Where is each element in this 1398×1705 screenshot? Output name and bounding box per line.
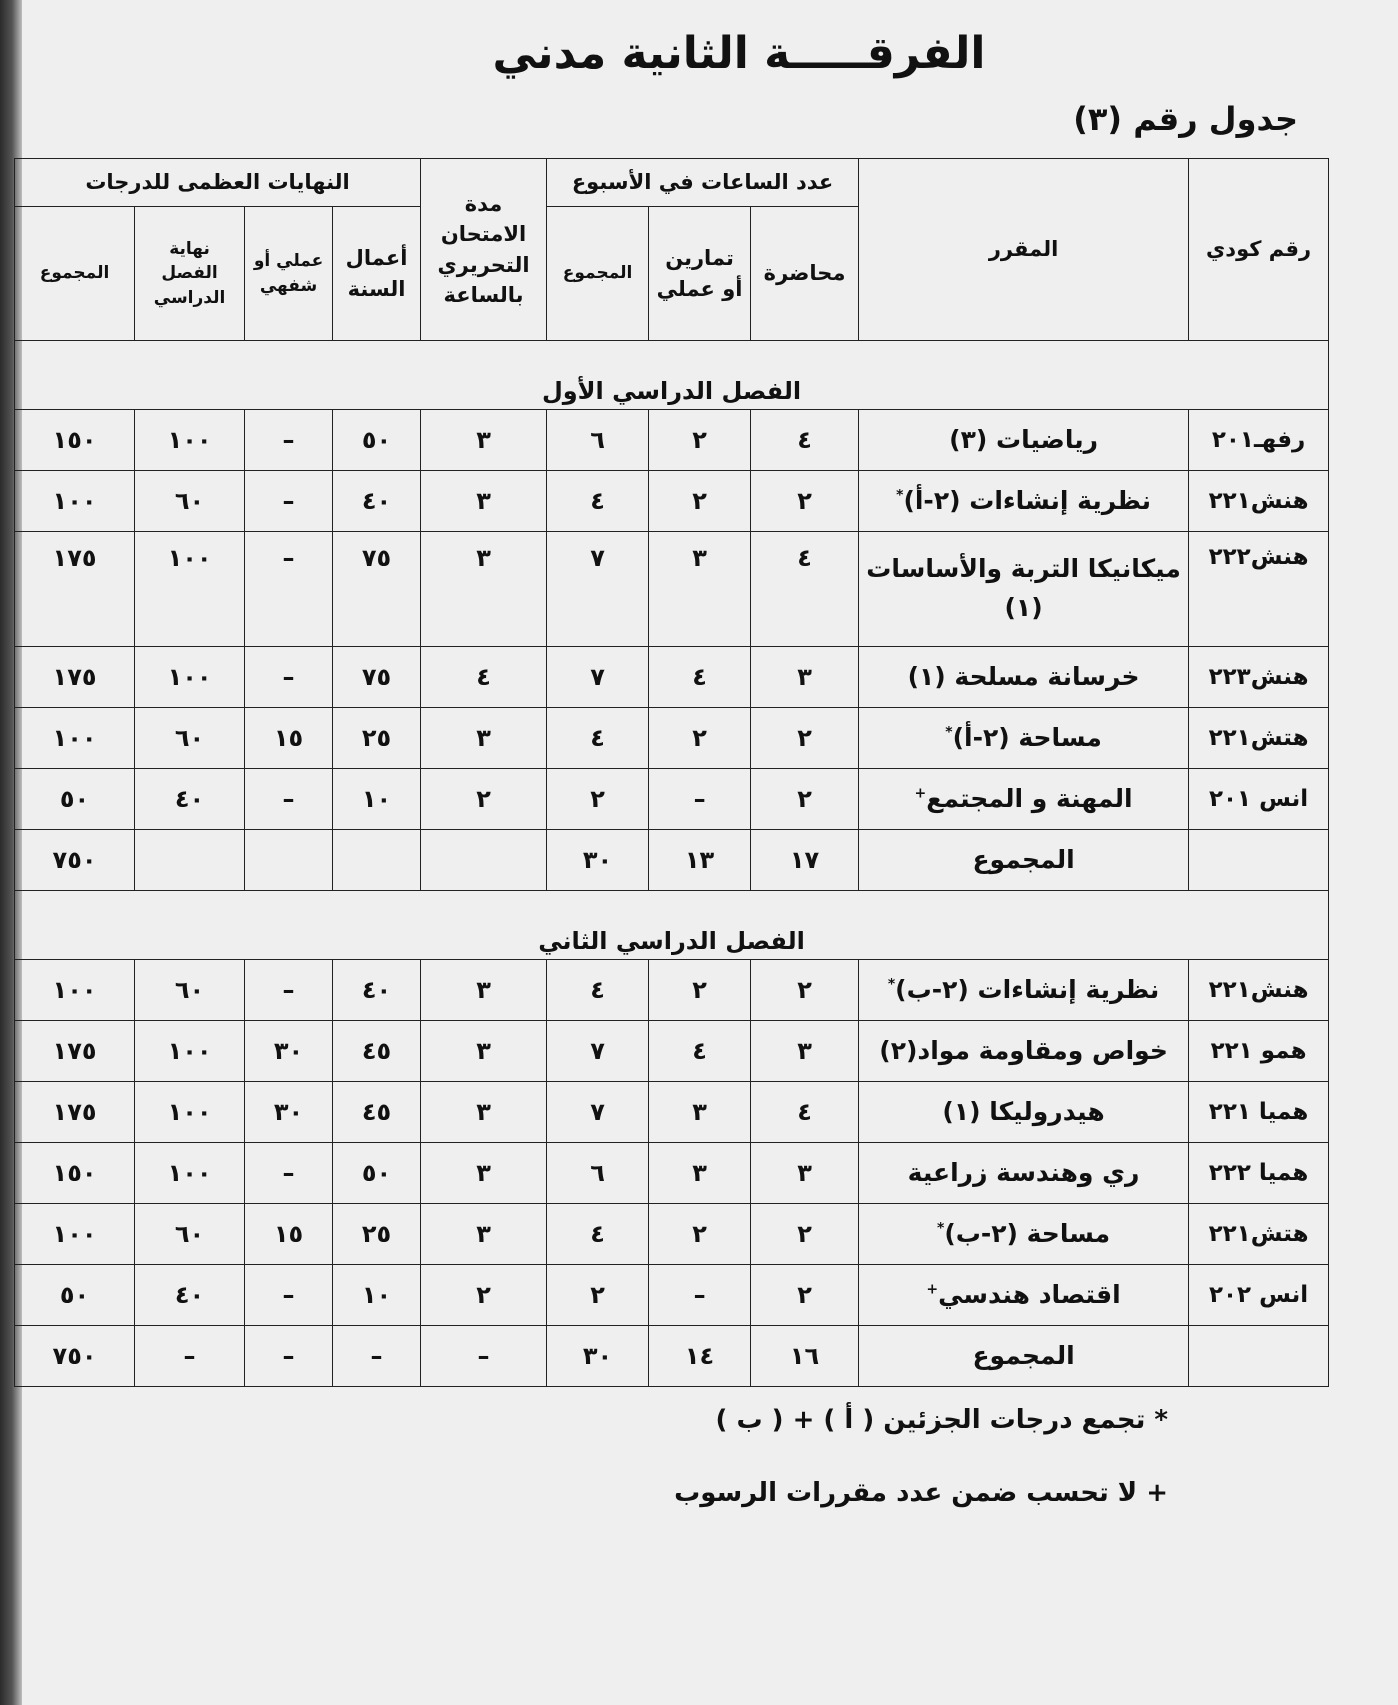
page-title: الفرقـــــة الثانية مدني [492,28,986,79]
course-code: هميا ٢٢٢ [1189,1143,1329,1204]
lecture-hours: ٢ [751,1204,859,1265]
grade-total: ١٧٥ [15,647,135,708]
hours-total: ٧ [547,1082,649,1143]
oral-grade: – [245,1326,333,1387]
exam-duration: – [421,1326,547,1387]
exam-duration: ٣ [421,471,547,532]
course-code: انس ٢٠٢ [1189,1265,1329,1326]
course-code: هنش٢٢٣ [1189,647,1329,708]
lecture-hours: ٤ [751,1082,859,1143]
footnote-mark: + [926,1281,939,1298]
course-name: ميكانيكا التربة والأساسات (١) [859,532,1189,647]
exercise-hours: ٢ [649,708,751,769]
oral-grade: – [245,647,333,708]
exam-duration: ٢ [421,1265,547,1326]
header-year-work: أعمال السنة [333,207,421,341]
exercise-hours: ٢ [649,1204,751,1265]
course-code [1189,830,1329,891]
year-work: ٤٠ [333,960,421,1021]
course-code: هتش٢٢١ [1189,1204,1329,1265]
oral-grade: – [245,410,333,471]
grade-total: ١٠٠ [15,471,135,532]
hours-total: ٧ [547,647,649,708]
header-grade-total: المجموع [15,207,135,341]
exercise-hours: ٣ [649,1082,751,1143]
semester-2 [15,891,1329,1387]
table-row [15,1204,1329,1265]
hours-total: ٢ [547,769,649,830]
exercise-hours: ٢ [649,471,751,532]
header-exam-duration: مدة الامتحان التحريري بالساعة [421,159,547,341]
course-name: ري وهندسة زراعية [859,1143,1189,1204]
exam-duration: ٣ [421,410,547,471]
lecture-hours: ٤ [751,410,859,471]
exercise-hours: ١٣ [649,830,751,891]
table-row [15,1265,1329,1326]
exam-duration: ٣ [421,1143,547,1204]
year-work: ٥٠ [333,1143,421,1204]
year-work: ٤٠ [333,471,421,532]
grade-total: ١٧٥ [15,1082,135,1143]
year-work [333,830,421,891]
exercise-hours: ٢ [649,410,751,471]
lecture-hours: ٢ [751,769,859,830]
oral-grade: – [245,1265,333,1326]
header-lecture: محاضرة [751,207,859,341]
year-work: – [333,1326,421,1387]
course-code [1189,1326,1329,1387]
hours-total: ٤ [547,471,649,532]
semester-label: الفصل الدراسي الأول [15,341,1329,410]
lecture-hours: ٣ [751,1021,859,1082]
lecture-hours: ٣ [751,647,859,708]
exam-duration: ٣ [421,532,547,647]
lecture-hours: ٣ [751,1143,859,1204]
course-name: نظرية إنشاءات (٢-ب)* [859,960,1189,1021]
exercise-hours: ٣ [649,1143,751,1204]
grade-total: ١٠٠ [15,1204,135,1265]
course-name: المهنة و المجتمع+ [859,769,1189,830]
exercise-hours: ٢ [649,960,751,1021]
exercise-hours: ٤ [649,647,751,708]
table-row [15,960,1329,1021]
oral-grade: ٣٠ [245,1082,333,1143]
final-grade: ٤٠ [135,769,245,830]
year-work: ٢٥ [333,1204,421,1265]
table-caption: جدول رقم (٣) [1073,100,1298,138]
grade-total: ١٥٠ [15,410,135,471]
course-code: هنش٢٢١ [1189,960,1329,1021]
course-code: انس ٢٠١ [1189,769,1329,830]
final-grade: ١٠٠ [135,532,245,647]
exam-duration: ٣ [421,708,547,769]
grade-total: ١٧٥ [15,532,135,647]
header-exercises: تمارين أو عملي [649,207,751,341]
final-grade: ٦٠ [135,708,245,769]
year-work: ٥٠ [333,410,421,471]
hours-total: ٣٠ [547,830,649,891]
header-code: رقم كودي [1189,159,1329,341]
course-name: خرسانة مسلحة (١) [859,647,1189,708]
course-code: هنش٢٢٢ [1189,532,1329,647]
hours-total: ٧ [547,532,649,647]
course-code: هميا ٢٢١ [1189,1082,1329,1143]
year-work: ١٠ [333,1265,421,1326]
sum-row [15,830,1329,891]
oral-grade [245,830,333,891]
grade-total: ٧٥٠ [15,1326,135,1387]
exam-duration: ٣ [421,960,547,1021]
oral-grade: ١٥ [245,708,333,769]
grade-total: ٥٠ [15,769,135,830]
final-grade: ١٠٠ [135,1143,245,1204]
hours-total: ٤ [547,708,649,769]
grades-table [14,158,1329,1387]
table-row [15,769,1329,830]
final-grade: ٤٠ [135,1265,245,1326]
exam-duration: ٤ [421,647,547,708]
lecture-hours: ١٧ [751,830,859,891]
oral-grade: – [245,471,333,532]
footnote-mark: * [887,976,896,993]
exercise-hours: – [649,769,751,830]
sum-label: المجموع [859,830,1189,891]
final-grade: ١٠٠ [135,1082,245,1143]
lecture-hours: ٢ [751,708,859,769]
course-name: رياضيات (٣) [859,410,1189,471]
table-row [15,1143,1329,1204]
final-grade: ٦٠ [135,960,245,1021]
exercise-hours: ٤ [649,1021,751,1082]
footnote-asterisk: * تجمع درجات الجزئين ( أ ) + ( ب ) [715,1405,1168,1435]
hours-total: ٦ [547,1143,649,1204]
final-grade: ٦٠ [135,1204,245,1265]
grade-total: ١٥٠ [15,1143,135,1204]
exam-duration: ٣ [421,1204,547,1265]
final-grade: ١٠٠ [135,647,245,708]
year-work: ٤٥ [333,1082,421,1143]
footnote-mark: * [936,1220,945,1237]
final-grade: ٦٠ [135,471,245,532]
table-row [15,1082,1329,1143]
final-grade: ١٠٠ [135,410,245,471]
header-hours-total: المجموع [547,207,649,341]
semester-label: الفصل الدراسي الثاني [15,891,1329,960]
semester-1 [15,341,1329,891]
hours-total: ٦ [547,410,649,471]
sum-row [15,1326,1329,1387]
footnote-mark: * [945,724,953,741]
header-oral: عملي أو شفهي [245,207,333,341]
course-name: اقتصاد هندسي+ [859,1265,1189,1326]
table-row [15,532,1329,647]
sum-label: المجموع [859,1326,1189,1387]
exam-duration: ٣ [421,1082,547,1143]
table-row [15,1021,1329,1082]
exam-duration: ٢ [421,769,547,830]
final-grade: – [135,1326,245,1387]
course-name: مساحة (٢-ب)* [859,1204,1189,1265]
course-name: هيدروليكا (١) [859,1082,1189,1143]
final-grade [135,830,245,891]
header-max-grades: النهايات العظمى للدرجات [15,159,421,207]
lecture-hours: ٢ [751,960,859,1021]
header-hours-group: عدد الساعات في الأسبوع [547,159,859,207]
oral-grade: – [245,1143,333,1204]
grades-sheet [14,158,1328,1387]
grade-total: ١٧٥ [15,1021,135,1082]
year-work: ١٠ [333,769,421,830]
hours-total: ٣٠ [547,1326,649,1387]
lecture-hours: ٤ [751,532,859,647]
grade-total: ٧٥٠ [15,830,135,891]
table-row [15,410,1329,471]
oral-grade: – [245,960,333,1021]
hours-total: ٢ [547,1265,649,1326]
course-name: خواص ومقاومة مواد(٢) [859,1021,1189,1082]
grade-total: ١٠٠ [15,708,135,769]
course-code: هتش٢٢١ [1189,708,1329,769]
hours-total: ٤ [547,1204,649,1265]
exam-duration: ٣ [421,1021,547,1082]
course-code: هنش٢٢١ [1189,471,1329,532]
year-work: ٧٥ [333,532,421,647]
oral-grade: – [245,532,333,647]
hours-total: ٧ [547,1021,649,1082]
hours-total: ٤ [547,960,649,1021]
oral-grade: ٣٠ [245,1021,333,1082]
oral-grade: – [245,769,333,830]
oral-grade: ١٥ [245,1204,333,1265]
exercise-hours: ٣ [649,532,751,647]
table-row [15,471,1329,532]
final-grade: ١٠٠ [135,1021,245,1082]
header-final: نهاية الفصل الدراسي [135,207,245,341]
lecture-hours: ٢ [751,471,859,532]
lecture-hours: ١٦ [751,1326,859,1387]
header-course: المقرر [859,159,1189,341]
footnote-plus: + لا تحسب ضمن عدد مقررات الرسوب [674,1478,1168,1508]
exam-duration [421,830,547,891]
table-row [15,647,1329,708]
footnote-mark: * [896,487,904,504]
lecture-hours: ٢ [751,1265,859,1326]
year-work: ٧٥ [333,647,421,708]
footnote-mark: + [914,785,927,802]
year-work: ٤٥ [333,1021,421,1082]
grade-total: ٥٠ [15,1265,135,1326]
exercise-hours: ١٤ [649,1326,751,1387]
year-work: ٢٥ [333,708,421,769]
exercise-hours: – [649,1265,751,1326]
course-code: رفهـ٢٠١ [1189,410,1329,471]
grade-total: ١٠٠ [15,960,135,1021]
course-name: نظرية إنشاءات (٢-أ)* [859,471,1189,532]
course-code: همو ٢٢١ [1189,1021,1329,1082]
course-name: مساحة (٢-أ)* [859,708,1189,769]
table-row [15,708,1329,769]
